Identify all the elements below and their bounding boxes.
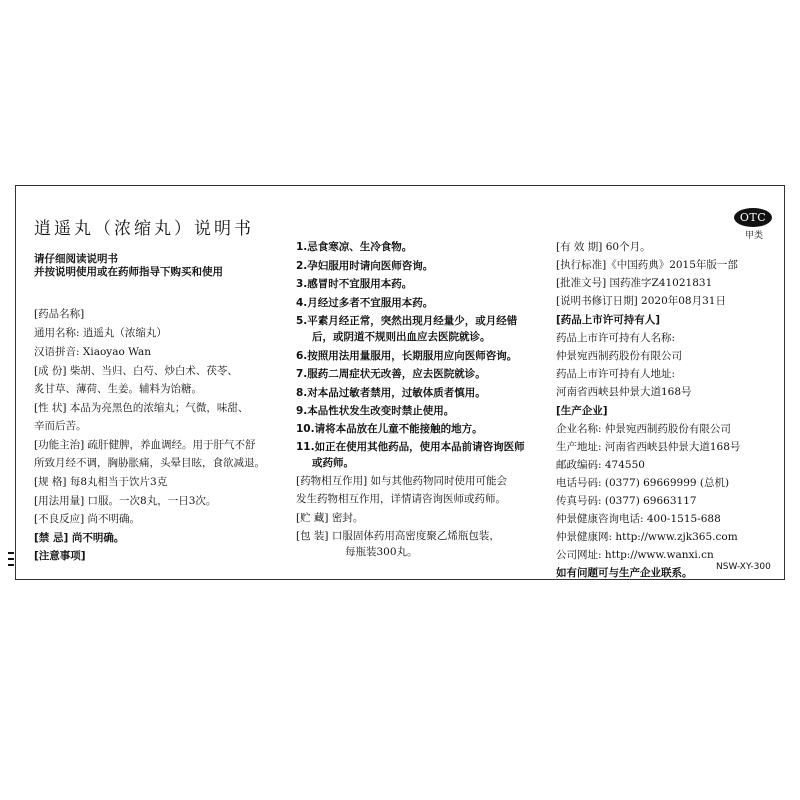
precaution-item: 2.孕妇服用时请向医师咨询。 (296, 260, 434, 272)
right-line: 企业名称: 仲景宛西制药股份有限公司 (556, 423, 731, 435)
precaution-item: 3.感冒时不宜服用本药。 (296, 278, 413, 290)
left-line: 通用名称: 逍遥丸（浓缩丸） (34, 327, 167, 339)
otc-mark (734, 208, 774, 241)
left-line: 辛而后苦。 (34, 420, 87, 432)
right-line: [执行标准]《中国药典》2015年版一部 (556, 259, 738, 271)
left-line: 炙甘草、薄荷、生姜。辅料为饴糖。 (34, 383, 202, 395)
precaution-item: 后，或阴道不规则出血应去医院就诊。 (312, 331, 491, 343)
precaution-item: 或药师。 (312, 457, 354, 469)
right-line: 传真号码: (0377) 69663117 (556, 495, 697, 507)
right-line: [生产企业] (556, 405, 608, 417)
edge-mark (8, 564, 14, 566)
left-line: [成 份] 柴胡、当归、白芍、炒白术、茯苓、 (34, 365, 238, 377)
right-line: [药品上市许可持有人] (556, 314, 661, 326)
precaution-item: 8.对本品过敏者禁用，过敏体质者慎用。 (296, 387, 486, 399)
left-line: [功能主治] 疏肝健脾，养血调经。用于肝气不舒 (34, 439, 256, 451)
right-line: 电话号码: (0377) 69669999 (总机) (556, 477, 730, 489)
section-drug-name: [药品名称] (34, 308, 85, 320)
right-line: 生产地址: 河南省西峡县仲景大道168号 (556, 441, 741, 453)
edge-mark (8, 558, 14, 560)
leaflet-title: 逍遥丸（浓缩丸）说明书 (34, 219, 254, 239)
package-line: 每瓶装300丸。 (345, 546, 418, 558)
left-line: [规 格] 每8丸相当于饮片3克 (34, 476, 168, 488)
right-line: 药品上市许可持有人地址: (556, 368, 676, 380)
right-line: 河南省西峡县仲景大道168号 (556, 386, 692, 398)
right-line: 邮政编码: 474550 (556, 459, 645, 471)
right-line: [批准文号] 国药准字Z41021831 (556, 277, 713, 289)
storage-line: [贮 藏] 密封。 (296, 512, 364, 524)
left-line: [用法用量] 口服。一次8丸，一日3次。 (34, 495, 217, 507)
edge-mark (8, 552, 14, 554)
precaution-item: 10.请将本品放在儿童不能接触的地方。 (296, 423, 483, 435)
precaution-item: 1.忌食寒凉、生冷食物。 (296, 241, 413, 253)
right-line: 药品上市许可持有人名称: (556, 332, 676, 344)
right-line: 如有问题可与生产企业联系。 (556, 567, 693, 579)
right-line: [说明书修订日期] 2020年08月31日 (556, 295, 726, 307)
left-line: [禁 忌] 尚不明确。 (34, 532, 125, 544)
precaution-item: 9.本品性状发生改变时禁止使用。 (296, 405, 455, 417)
precaution-item: 11.如正在使用其他药品，使用本品前请咨询医师 (296, 441, 525, 453)
warning-line-2: 并按说明使用或在药师指导下购买和使用 (34, 266, 223, 278)
interactions-line: 发生药物相互作用，详情请咨询医师或药师。 (296, 493, 506, 505)
precaution-item: 6.按照用法用量服用，长期服用应向医师咨询。 (296, 350, 518, 362)
left-line: 汉语拼音: Xiaoyao Wan (34, 346, 152, 358)
right-line: 仲景健康咨询电话: 400-1515-688 (556, 513, 721, 525)
reference-code: NSW-XY-300 (716, 562, 771, 572)
warning-line-1: 请仔细阅读说明书 (34, 253, 118, 265)
otc-badge-icon: OTC (734, 208, 772, 227)
right-line: [有 效 期] 60个月。 (556, 241, 651, 253)
left-line: [性 状] 本品为亮黑色的浓缩丸；气微，味甜、 (34, 402, 249, 414)
right-line: 仲景宛西制药股份有限公司 (556, 350, 682, 362)
otc-class-label: 甲类 (744, 231, 763, 241)
precaution-item: 7.服药二周症状无改善，应去医院就诊。 (296, 368, 486, 380)
package-line: [包 装] 口服固体药用高密度聚乙烯瓶包装， (296, 530, 500, 542)
right-line: 公司网址: http://www.wanxi.cn (556, 549, 714, 561)
precaution-item: 5.平素月经正常，突然出现月经量少，或月经错 (296, 315, 518, 327)
right-line: 仲景健康网: http://www.zjk365.com (556, 531, 738, 543)
left-line: [不良反应] 尚不明确。 (34, 513, 141, 525)
interactions-line: [药物相互作用] 如与其他药物同时使用可能会 (296, 475, 508, 487)
section-precautions: [注意事项] (34, 550, 86, 562)
left-line: 所致月经不调，胸胁胀痛，头晕目眩，食欲减退。 (34, 457, 265, 469)
precaution-item: 4.月经过多者不宜服用本药。 (296, 297, 434, 309)
